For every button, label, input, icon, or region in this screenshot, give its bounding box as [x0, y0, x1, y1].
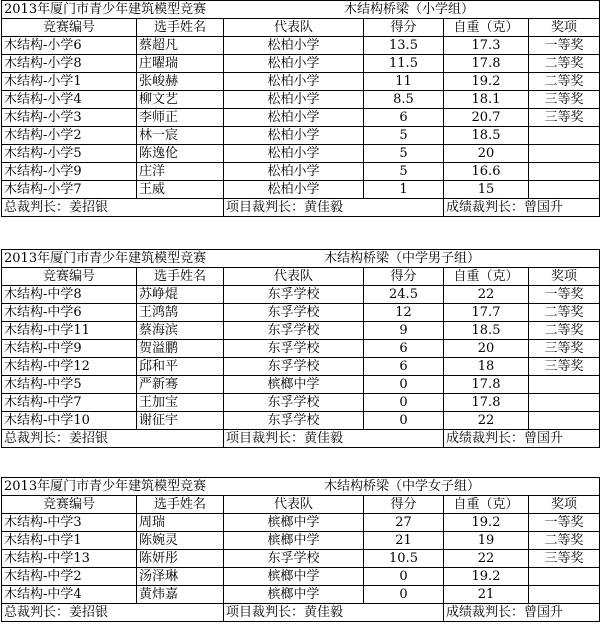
header-row — [2, 268, 600, 286]
col-header: 自重（克） — [444, 268, 529, 286]
cell-id: 木结构-小学8 — [2, 55, 137, 73]
cell-weight: 17.8 — [444, 394, 529, 412]
score-judge: 成绩裁判长：曾国升 — [444, 430, 600, 448]
cell-score: 5 — [364, 163, 444, 181]
cell-weight: 17.3 — [444, 37, 529, 55]
table-row — [2, 358, 600, 376]
cell-name: 柳文艺 — [137, 91, 224, 109]
cell-team: 松柏小学 — [224, 109, 364, 127]
cell-name: 陈逸伦 — [137, 145, 224, 163]
project-judge: 项目裁判长：黄佳毅 — [224, 430, 444, 448]
cell-id: 木结构-中学4 — [2, 586, 137, 604]
cell-name: 陈妍彤 — [137, 550, 224, 568]
cell-id: 木结构-中学9 — [2, 340, 137, 358]
col-header: 自重（克） — [444, 496, 529, 514]
score-judge: 成绩裁判长：曾国升 — [444, 604, 600, 622]
cell-team: 槟榔中学 — [224, 568, 364, 586]
cell-score: 0 — [364, 412, 444, 430]
cell-name: 苏峥焜 — [137, 286, 224, 304]
cell-team: 东孚学校 — [224, 550, 364, 568]
table-row — [2, 73, 600, 91]
cell-score: 27 — [364, 514, 444, 532]
cell-name: 黄炜嘉 — [137, 586, 224, 604]
table-title-row — [2, 1, 600, 19]
cell-score: 9 — [364, 322, 444, 340]
cell-award — [529, 586, 600, 604]
cell-score: 11 — [364, 73, 444, 91]
cell-weight: 18.1 — [444, 91, 529, 109]
chief-judge: 总裁判长：姜招银 — [2, 199, 224, 217]
cell-name: 李师正 — [137, 109, 224, 127]
cell-score: 6 — [364, 340, 444, 358]
cell-name: 张峻赫 — [137, 73, 224, 91]
cell-weight: 16.6 — [444, 163, 529, 181]
cell-name: 陈婉灵 — [137, 532, 224, 550]
table-row — [2, 412, 600, 430]
cell-award: 三等奖 — [529, 109, 600, 127]
cell-weight: 15 — [444, 181, 529, 199]
table-row — [2, 163, 600, 181]
cell-weight: 20.7 — [444, 109, 529, 127]
cell-score: 0 — [364, 376, 444, 394]
cell-weight: 19 — [444, 532, 529, 550]
cell-id: 木结构-小学2 — [2, 127, 137, 145]
cell-score: 12 — [364, 304, 444, 322]
cell-award: 二等奖 — [529, 304, 600, 322]
cell-team: 松柏小学 — [224, 163, 364, 181]
cell-id: 木结构-小学3 — [2, 109, 137, 127]
cell-weight: 18.5 — [444, 127, 529, 145]
table-row — [2, 109, 600, 127]
cell-award — [529, 412, 600, 430]
col-header: 选手姓名 — [137, 268, 224, 286]
cell-team: 东孚学校 — [224, 412, 364, 430]
cell-score: 21 — [364, 532, 444, 550]
cell-weight: 17.7 — [444, 304, 529, 322]
cell-name: 庄曜瑞 — [137, 55, 224, 73]
cell-id: 木结构-中学6 — [2, 304, 137, 322]
cell-id: 木结构-中学11 — [2, 322, 137, 340]
cell-award — [529, 127, 600, 145]
cell-award: 三等奖 — [529, 340, 600, 358]
cell-team: 槟榔中学 — [224, 376, 364, 394]
table-row — [2, 514, 600, 532]
col-header: 奖项 — [529, 496, 600, 514]
cell-id: 木结构-中学7 — [2, 394, 137, 412]
cell-team: 松柏小学 — [224, 145, 364, 163]
cell-award — [529, 181, 600, 199]
cell-weight: 20 — [444, 340, 529, 358]
middle-girls-table — [1, 477, 600, 622]
cell-id: 木结构-中学5 — [2, 376, 137, 394]
cell-team: 松柏小学 — [224, 55, 364, 73]
cell-weight: 17.8 — [444, 376, 529, 394]
cell-award — [529, 163, 600, 181]
cell-weight: 19.2 — [444, 568, 529, 586]
score-judge: 成绩裁判长：曾国升 — [444, 199, 600, 217]
cell-score: 6 — [364, 358, 444, 376]
cell-weight: 22 — [444, 286, 529, 304]
table-row — [2, 181, 600, 199]
cell-weight: 22 — [444, 550, 529, 568]
cell-score: 6 — [364, 109, 444, 127]
table-row — [2, 91, 600, 109]
cell-team: 槟榔中学 — [224, 586, 364, 604]
cell-id: 木结构-中学2 — [2, 568, 137, 586]
cell-score: 0 — [364, 586, 444, 604]
cell-id: 木结构-小学9 — [2, 163, 137, 181]
table-row — [2, 127, 600, 145]
cell-weight: 18.5 — [444, 322, 529, 340]
cell-weight: 20 — [444, 145, 529, 163]
col-header: 代表队 — [224, 19, 364, 37]
middle-boys-table — [1, 249, 600, 448]
cell-award: 三等奖 — [529, 91, 600, 109]
cell-score: 0 — [364, 568, 444, 586]
competition-title: 2013年厦门市青少年建筑模型竞赛 — [4, 2, 207, 17]
cell-award: 三等奖 — [529, 550, 600, 568]
cell-team: 东孚学校 — [224, 304, 364, 322]
table-row — [2, 550, 600, 568]
cell-score: 0 — [364, 394, 444, 412]
table-row — [2, 322, 600, 340]
cell-award: 二等奖 — [529, 73, 600, 91]
cell-award: 二等奖 — [529, 322, 600, 340]
group-title: 木结构桥梁（小学组） — [344, 2, 475, 17]
table-row — [2, 304, 600, 322]
competition-title: 2013年厦门市青少年建筑模型竞赛 — [4, 251, 207, 266]
cell-score: 11.5 — [364, 55, 444, 73]
cell-name: 林一宸 — [137, 127, 224, 145]
cell-team: 松柏小学 — [224, 37, 364, 55]
header-row — [2, 496, 600, 514]
competition-title: 2013年厦门市青少年建筑模型竞赛 — [4, 479, 207, 494]
col-header: 竞赛编号 — [2, 268, 137, 286]
cell-score: 10.5 — [364, 550, 444, 568]
judges-row — [2, 604, 600, 622]
cell-award: 二等奖 — [529, 55, 600, 73]
cell-award — [529, 568, 600, 586]
cell-weight: 17.8 — [444, 55, 529, 73]
cell-score: 5 — [364, 127, 444, 145]
cell-team: 松柏小学 — [224, 73, 364, 91]
cell-award: 一等奖 — [529, 286, 600, 304]
col-header: 得分 — [364, 268, 444, 286]
cell-id: 木结构-小学1 — [2, 73, 137, 91]
cell-weight: 19.2 — [444, 514, 529, 532]
cell-award: 二等奖 — [529, 532, 600, 550]
cell-team: 东孚学校 — [224, 322, 364, 340]
cell-award: 一等奖 — [529, 37, 600, 55]
table-row — [2, 55, 600, 73]
header-row — [2, 19, 600, 37]
project-judge: 项目裁判长：黄佳毅 — [224, 604, 444, 622]
table-row — [2, 286, 600, 304]
cell-score: 1 — [364, 181, 444, 199]
cell-id: 木结构-小学5 — [2, 145, 137, 163]
cell-award — [529, 394, 600, 412]
cell-score: 5 — [364, 145, 444, 163]
col-header: 奖项 — [529, 268, 600, 286]
cell-weight: 18 — [444, 358, 529, 376]
col-header: 自重（克） — [444, 19, 529, 37]
project-judge: 项目裁判长：黄佳毅 — [224, 199, 444, 217]
cell-name: 蔡海滨 — [137, 322, 224, 340]
col-header: 奖项 — [529, 19, 600, 37]
cell-team: 松柏小学 — [224, 91, 364, 109]
cell-team: 东孚学校 — [224, 286, 364, 304]
cell-team: 槟榔中学 — [224, 514, 364, 532]
primary-table — [1, 0, 600, 217]
cell-weight: 22 — [444, 412, 529, 430]
col-header: 代表队 — [224, 496, 364, 514]
judges-row — [2, 430, 600, 448]
table-title-row — [2, 250, 600, 268]
table-row — [2, 532, 600, 550]
cell-weight: 21 — [444, 586, 529, 604]
cell-team: 松柏小学 — [224, 181, 364, 199]
col-header: 选手姓名 — [137, 496, 224, 514]
judges-row — [2, 199, 600, 217]
table-row — [2, 586, 600, 604]
cell-id: 木结构-小学6 — [2, 37, 137, 55]
cell-score: 8.5 — [364, 91, 444, 109]
table-title-row — [2, 478, 600, 496]
cell-name: 谢征宇 — [137, 412, 224, 430]
col-header: 得分 — [364, 19, 444, 37]
cell-team: 东孚学校 — [224, 358, 364, 376]
col-header: 选手姓名 — [137, 19, 224, 37]
chief-judge: 总裁判长：姜招银 — [2, 604, 224, 622]
cell-name: 邱和平 — [137, 358, 224, 376]
cell-team: 东孚学校 — [224, 340, 364, 358]
cell-name: 蔡超凡 — [137, 37, 224, 55]
cell-name: 王鸿鹄 — [137, 304, 224, 322]
cell-award — [529, 145, 600, 163]
table-row — [2, 568, 600, 586]
cell-name: 王加宝 — [137, 394, 224, 412]
table-row — [2, 37, 600, 55]
col-header: 竞赛编号 — [2, 496, 137, 514]
cell-name: 周瑞 — [137, 514, 224, 532]
table-row — [2, 394, 600, 412]
cell-name: 庄洋 — [137, 163, 224, 181]
cell-id: 木结构-中学1 — [2, 532, 137, 550]
cell-score: 24.5 — [364, 286, 444, 304]
cell-award: 一等奖 — [529, 514, 600, 532]
cell-id: 木结构-小学7 — [2, 181, 137, 199]
group-title: 木结构桥梁（中学男子组） — [324, 251, 481, 266]
cell-id: 木结构-中学10 — [2, 412, 137, 430]
chief-judge: 总裁判长：姜招银 — [2, 430, 224, 448]
cell-id: 木结构-小学4 — [2, 91, 137, 109]
cell-team: 松柏小学 — [224, 127, 364, 145]
cell-name: 王威 — [137, 181, 224, 199]
group-title: 木结构桥梁（中学女子组） — [324, 479, 481, 494]
cell-team: 槟榔中学 — [224, 532, 364, 550]
cell-name: 汤泽琳 — [137, 568, 224, 586]
cell-id: 木结构-中学3 — [2, 514, 137, 532]
cell-score: 13.5 — [364, 37, 444, 55]
table-row — [2, 145, 600, 163]
table-row — [2, 376, 600, 394]
col-header: 得分 — [364, 496, 444, 514]
cell-name: 严新骞 — [137, 376, 224, 394]
cell-id: 木结构-中学13 — [2, 550, 137, 568]
cell-award — [529, 376, 600, 394]
cell-weight: 19.2 — [444, 73, 529, 91]
cell-award: 三等奖 — [529, 358, 600, 376]
cell-name: 贺溢鹏 — [137, 340, 224, 358]
col-header: 代表队 — [224, 268, 364, 286]
cell-id: 木结构-中学8 — [2, 286, 137, 304]
cell-team: 东孚学校 — [224, 394, 364, 412]
col-header: 竞赛编号 — [2, 19, 137, 37]
table-row — [2, 340, 600, 358]
cell-id: 木结构-中学12 — [2, 358, 137, 376]
